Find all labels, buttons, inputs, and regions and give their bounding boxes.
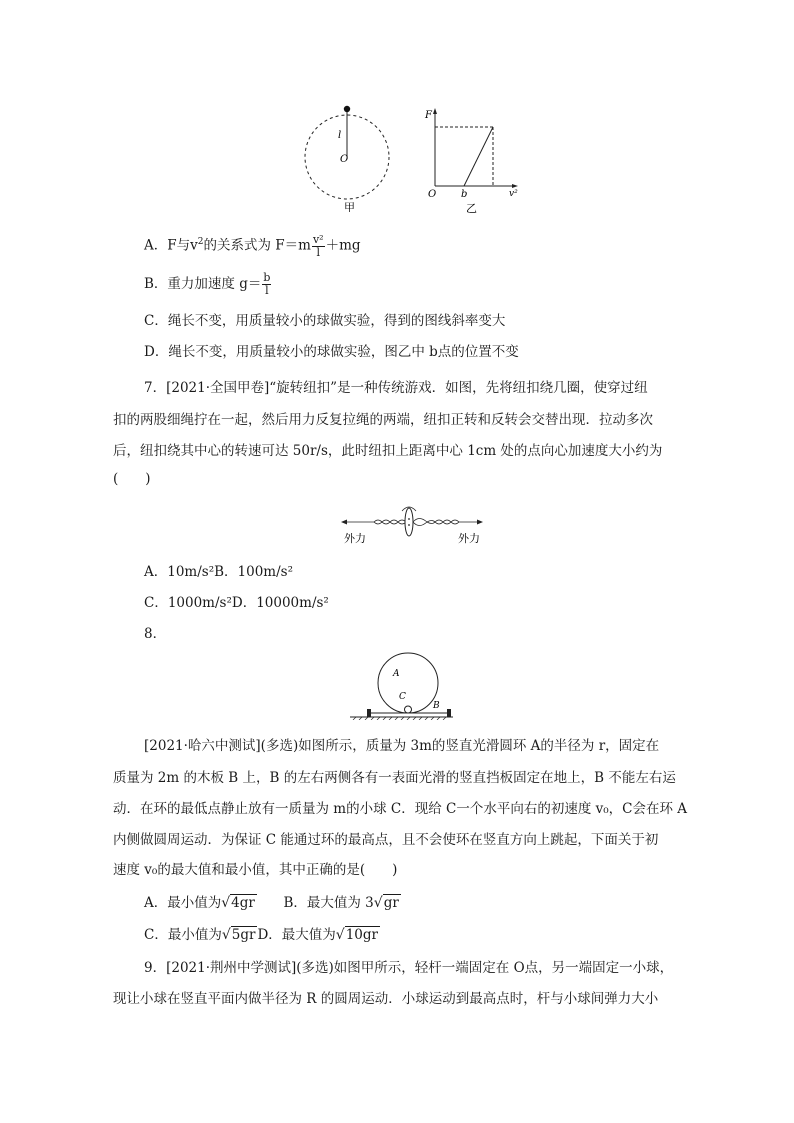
q8-options-cd <box>144 925 380 945</box>
right-arrow-head <box>477 520 483 525</box>
q8-line2: 质量为 2m 的木板 B 上，B 的左右两侧各有一表面光滑的竖直挡板固定在地上，B 不能左右运 <box>113 770 676 786</box>
q8-options-ab <box>144 893 401 913</box>
label-a: A <box>393 669 400 679</box>
button-hole <box>408 518 410 520</box>
figure-jia <box>300 100 400 212</box>
button-hole <box>408 524 410 526</box>
label-left-force: 外力 <box>344 532 366 545</box>
q8-line5: 速度 v₀的最大值和最小值，其中正确的是( ) <box>113 862 398 878</box>
label-b: B <box>433 701 440 711</box>
x-axis-arrow <box>512 184 518 188</box>
label-l: l <box>338 130 342 141</box>
q6-option-a-fraction <box>312 234 325 259</box>
board-b <box>370 713 448 717</box>
q7-line2: 扣的两股细绳拧在一起，然后用力反复拉绳的两端，纽扣正转和反转会交替出现．拉动多次 <box>113 412 653 428</box>
sqrt-icon: √ <box>221 895 231 911</box>
q8-line4: 内侧做圆周运动．为保证 C 能通过环的最高点，且不会使环在竖直方向上跳起，下面关于初 <box>113 832 659 848</box>
q6-option-b-fraction <box>262 272 271 297</box>
label-o: O <box>340 154 349 165</box>
q8-number: 8． <box>144 626 167 642</box>
figure-ring <box>345 650 457 720</box>
q6-option-a-mid: 的关系式为 F＝m <box>203 237 311 254</box>
button-disc <box>405 508 413 536</box>
label-f: F <box>425 110 432 121</box>
q8-line1: [2021·哈六中测试](多选)如图所示，质量为 3m的竖直光滑圆环 A的半径为 r，固定在 <box>144 738 660 754</box>
q7-line3: 后，纽扣绕其中心的转速可达 50r/s，此时纽扣上距离中心 1cm 处的点向心加速度大小约为 <box>113 443 663 459</box>
caption-yi: 乙 <box>466 202 477 214</box>
label-b: b <box>461 189 468 200</box>
fraction-denominator: l <box>265 284 269 297</box>
label-right-force: 外力 <box>458 532 480 545</box>
y-axis-arrow <box>433 108 437 114</box>
caption-jia: 甲 <box>344 201 355 212</box>
ball-dot <box>344 106 350 112</box>
stopper-left <box>367 709 371 717</box>
fraction-numerator: v² <box>312 232 324 246</box>
fraction-denominator: l <box>316 245 321 259</box>
q8-option-d-pre: D．最大值为 <box>257 927 336 943</box>
q8-option-a-radicand: 4gr <box>231 895 255 911</box>
q6-option-b <box>144 272 272 297</box>
label-origin: O <box>428 189 437 200</box>
q7-line4: ( ) <box>113 471 151 487</box>
q7-line1: 7．[2021·全国甲卷]“旋转纽扣”是一种传统游戏．如图，先将纽扣绕几圈，使穿过纽 <box>144 380 648 396</box>
q8-option-d-radicand: 10gr <box>345 927 378 943</box>
q9-line2: 现让小球在竖直平面内做半径为 R 的圆周运动．小球运动到最高点时，杆与小球间弹力大小 <box>113 991 659 1007</box>
q6-option-a <box>144 232 361 259</box>
q6-option-a-post: ＋mg <box>325 237 361 254</box>
q8-option-b-pre: B．最大值为 3 <box>283 895 374 911</box>
q9-line1: 9．[2021·荆州中学测试](多选)如图甲所示，轻杆一端固定在 O点，另一端固定一小球， <box>144 960 674 976</box>
graph-line <box>464 127 493 186</box>
figure-button <box>338 498 488 546</box>
q6-option-c: C．绳长不变，用质量较小的球做实验，得到的图线斜率变大 <box>144 313 506 329</box>
q8-option-c-pre: C．最小值为 <box>144 927 222 943</box>
left-arrow-head <box>341 520 347 525</box>
sqrt-icon: √ <box>221 927 231 943</box>
q8-option-a-pre: A．最小值为 <box>144 895 222 911</box>
q6-option-a-sup: 2 <box>197 237 204 247</box>
label-c: C <box>399 692 406 702</box>
q8-option-b-radicand: gr <box>383 895 399 911</box>
twisted-string-left-b <box>374 520 406 524</box>
q6-option-d: D．绳长不变，用质量较小的球做实验，图乙中 b点的位置不变 <box>144 344 519 360</box>
figure-yi <box>420 106 530 214</box>
label-v2: v² <box>509 189 518 199</box>
sqrt-icon: √ <box>373 895 383 911</box>
q6-option-b-pre: B．重力加速度 g＝ <box>144 276 262 292</box>
q7-options-ab: A．10m/s²B．100m/s² <box>144 564 293 580</box>
q6-option-a-pre: A．F与v <box>144 237 198 254</box>
q7-options-cd: C．1000m/s²D．10000m/s² <box>144 595 329 611</box>
ring-a <box>378 653 438 713</box>
stopper-right <box>447 709 451 717</box>
sqrt-icon: √ <box>335 927 345 943</box>
q8-line3: 动．在环的最低点静止放有一质量为 m的小球 C．现给 C一个水平向右的初速度 v₀，C会在环 A <box>113 801 688 817</box>
fraction-numerator: b <box>263 271 271 284</box>
ball-c <box>405 706 412 713</box>
q8-option-c-radicand: 5gr <box>231 927 256 943</box>
